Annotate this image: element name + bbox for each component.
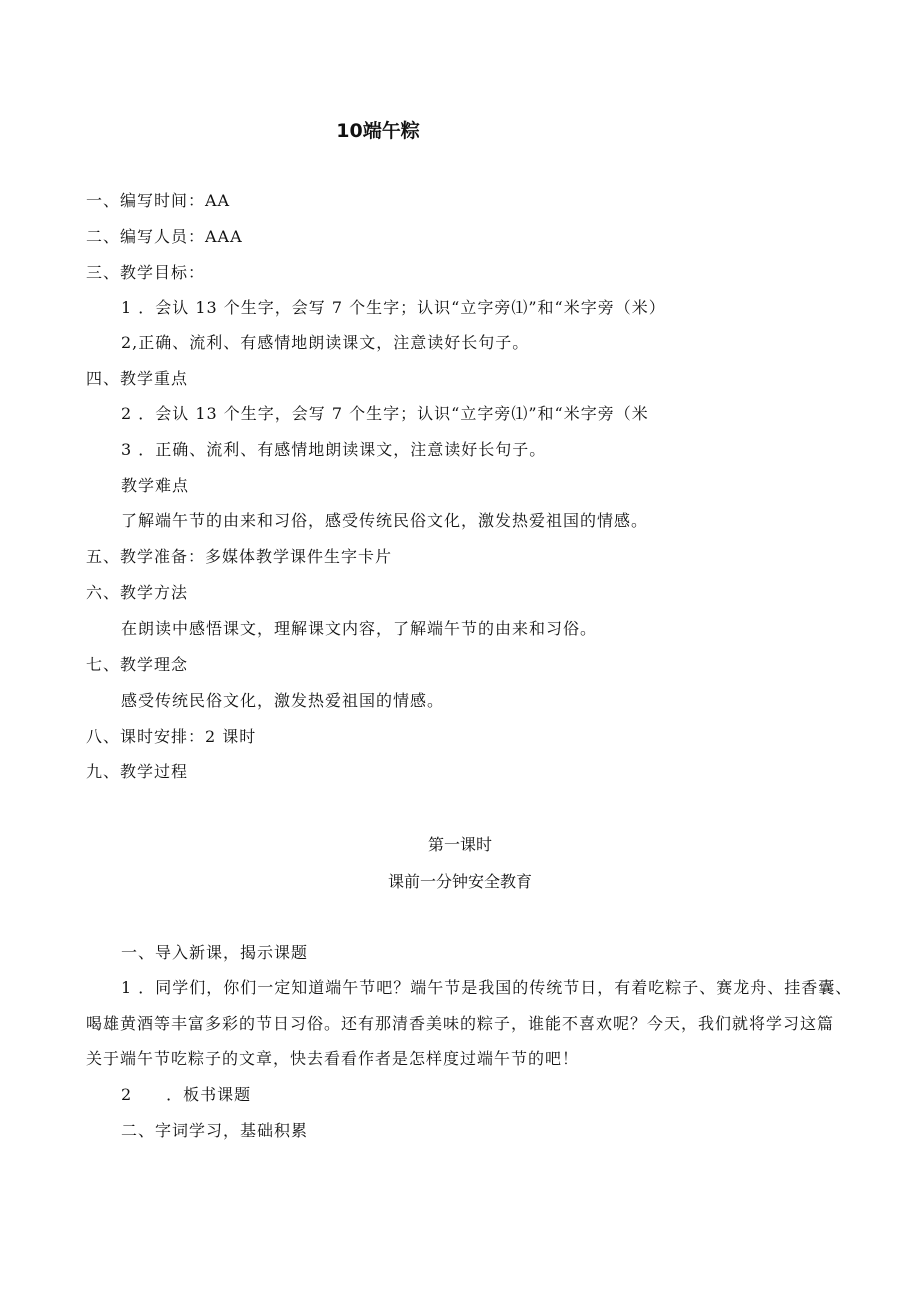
key-points-heading: 四、教学重点 xyxy=(86,369,189,388)
objective-item: 1 ．会认 13 个生字，会写 7 个生字；认识“立字旁⑴”和“米字旁（米） xyxy=(121,298,666,317)
lesson-title: 第一课时 xyxy=(427,835,492,854)
process-heading: 九、教学过程 xyxy=(86,762,189,781)
intro-heading: 一、导入新课，揭示课题 xyxy=(121,943,309,962)
key-point-item: 2 ．会认 13 个生字，会写 7 个生字；认识“立字旁⑴”和“米字旁（米 xyxy=(121,404,649,423)
lesson-subtitle: 课前一分钟安全教育 xyxy=(387,872,532,891)
key-point-item: 3 ．正确、流利、有感情地朗读课文，注意读好长句子。 xyxy=(121,440,547,459)
objectives-heading: 三、教学目标： xyxy=(86,263,206,282)
intro-paragraph-line: 喝雄黄酒等丰富多彩的节日习俗。还有那清香美味的粽子，谁能不喜欢呢？今天，我们就将学习这篇 xyxy=(86,1014,835,1033)
method-heading: 六、教学方法 xyxy=(86,583,189,602)
method-text: 在朗读中感悟课文，理解课文内容，了解端午节的由来和习俗。 xyxy=(121,619,598,638)
intro-step-2: 2 ．板书课题 xyxy=(121,1085,252,1104)
info-time: 一、编写时间：AA xyxy=(86,191,231,210)
info-author: 二、编写人员：AAA xyxy=(86,227,243,246)
intro-paragraph-line: 关于端午节吃粽子的文章，快去看看作者是怎样度过端午节的吧！ xyxy=(86,1049,580,1068)
preparation: 五、教学准备：多媒体教学课件生字卡片 xyxy=(86,547,393,566)
objective-item: 2,正确、流利、有感情地朗读课文，注意读好长句子。 xyxy=(121,333,530,352)
vocab-heading: 二、字词学习，基础积累 xyxy=(121,1121,309,1140)
schedule: 八、课时安排：2 课时 xyxy=(86,727,257,746)
intro-paragraph-line: 1 ．同学们，你们一定知道端午节吧？端午节是我国的传统节日，有着吃粽子、赛龙舟、挂香囊、 xyxy=(121,978,853,997)
page-title: 10端午粽 xyxy=(336,120,420,142)
philosophy-heading: 七、教学理念 xyxy=(86,655,189,674)
difficulty-text: 了解端午节的由来和习俗，感受传统民俗文化，激发热爱祖国的情感。 xyxy=(121,511,649,530)
philosophy-text: 感受传统民俗文化，激发热爱祖国的情感。 xyxy=(121,691,445,710)
difficulty-heading: 教学难点 xyxy=(121,476,190,495)
